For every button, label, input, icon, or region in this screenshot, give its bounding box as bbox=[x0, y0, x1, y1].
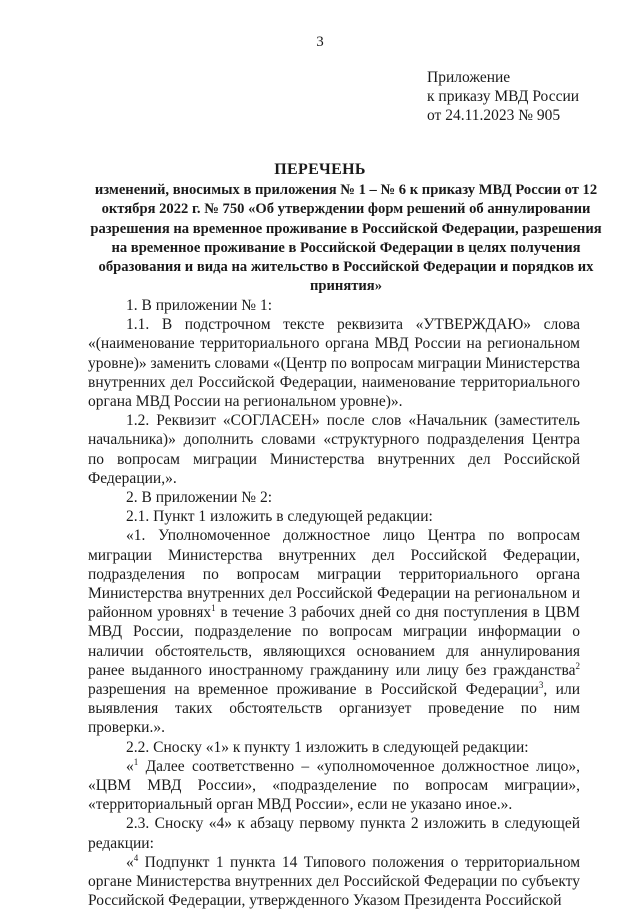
footnote-marker: 2 bbox=[575, 660, 580, 671]
footnote-marker: 1 bbox=[133, 756, 139, 767]
paragraph bbox=[88, 526, 580, 737]
appendix-line-1: Приложение bbox=[427, 69, 511, 86]
paragraph: 2.3. Сноску «4» к абзацу первому пункта 2 изложить в следующей редакции: bbox=[88, 815, 580, 852]
document-body bbox=[88, 296, 580, 911]
appendix-line-3: от 24.11.2023 № 905 bbox=[427, 107, 561, 124]
paragraph-text: Далее соответственно – «уполномоченное должностное лицо», «ЦВМ МВД России», «подразделение по вопросам миграции», «территориальный орган МВД России», если не указано иное.». bbox=[88, 757, 580, 814]
paragraph: 2.2. Сноску «1» к пункту 1 изложить в следующей редакции: bbox=[126, 738, 529, 756]
paragraph: 1.2. Реквизит «СОГЛАСЕН» после слов «Начальник (заместитель начальника)» дополнить словами «структурного подразделения Центра по вопросам миграции Министерства внутренних дел Российской Федерации,». bbox=[88, 412, 580, 487]
paragraph-text: Подпункт 1 пункта 14 Типового положения о территориальном органе Министерства внутренних дел Российской Федерации по субъекту Российской Федерации, утвержденного Указом Президента Российской bbox=[88, 853, 580, 910]
paragraph bbox=[88, 757, 580, 815]
appendix-header bbox=[427, 68, 579, 125]
footnote-marker: 4 bbox=[133, 852, 139, 863]
paragraph-text: разрешения на временное проживание в Российской Федерации bbox=[88, 681, 539, 699]
paragraph: 1. В приложении № 1: bbox=[126, 297, 273, 314]
paragraph-text: « bbox=[126, 853, 134, 871]
paragraph bbox=[88, 853, 580, 911]
footnote-marker: 3 bbox=[538, 679, 544, 690]
document-subtitle: изменений, вносимых в приложения № 1 – № 6 к приказу МВД России от 12 октября 2022 г. № 750 «Об утверждении форм решений об аннулировании разрешения на временное проживание в Российской Федерации, разрешения на временное проживание в Российской Федерации в целях получения образования и вида на жительство в Российской Федерации и порядков их принятия» bbox=[90, 182, 602, 295]
page-number: 3 bbox=[316, 34, 324, 50]
paragraph-text: в течение 3 рабочих дней со дня поступления в ЦВМ МВД России, подразделение по вопросам миграции информации о наличии обстоятельств, являющихся основанием для аннулирования ранее выданного иностранному гражданину или лицу без гражданства bbox=[88, 604, 580, 679]
paragraph-text: « bbox=[126, 757, 134, 775]
appendix-line-2: к приказу МВД России bbox=[427, 88, 580, 105]
document-title: ПЕРЕЧЕНЬ bbox=[274, 161, 366, 178]
paragraph-text: «1. Уполномоченное должностное лицо Центра по вопросам миграции Министерства внутренних дел Российской Федерации, подразделения по вопросам миграции территориального органа Министерства внутренних дел Российской Федерации на региональном и районном уровнях bbox=[88, 527, 580, 622]
paragraph-text: , или выявления таких обстоятельств организует проведение по ним проверки.». bbox=[88, 681, 580, 737]
paragraph: 2.1. Пункт 1 изложить в следующей редакции: bbox=[126, 508, 433, 526]
paragraph: 1.1. В подстрочном тексте реквизита «УТВЕРЖДАЮ» слова «(наименование территориального органа МВД России на региональном уровне)» заменить словами «(Центр по вопросам миграции Министерства внутренних дел Российской Федерации, наименование территориального органа МВД России на региональном уровне)». bbox=[88, 316, 580, 411]
footnote-marker: 1 bbox=[211, 603, 216, 614]
paragraph: 2. В приложении № 2: bbox=[126, 489, 273, 507]
